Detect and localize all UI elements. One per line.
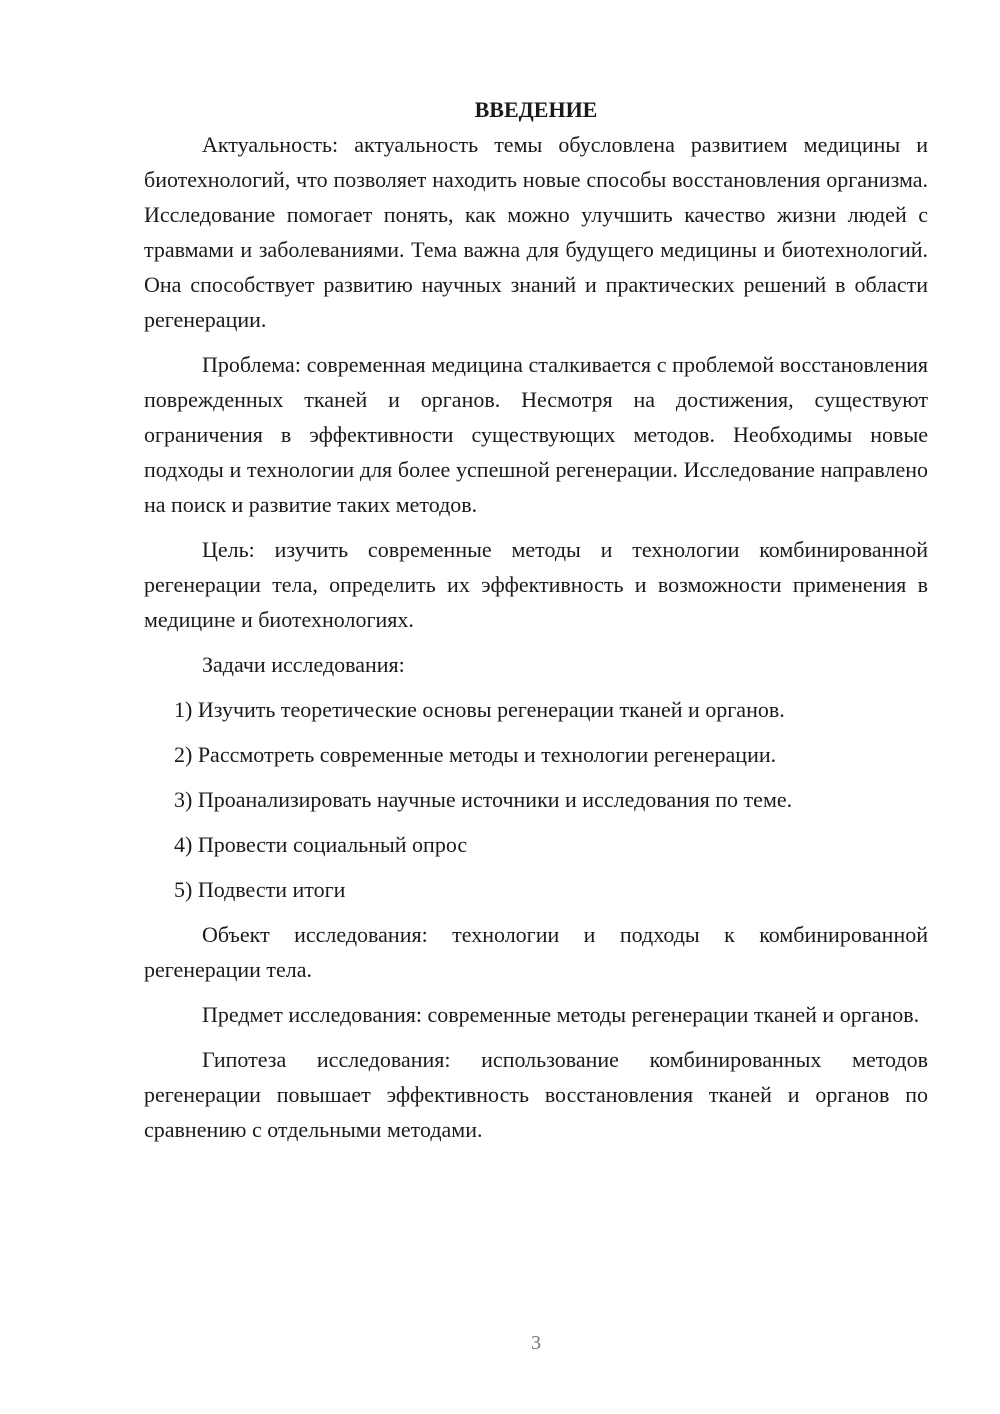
task-item: 4) Провести социальный опрос xyxy=(174,832,468,857)
tasks-list xyxy=(144,692,928,907)
page-number: 3 xyxy=(531,1332,541,1354)
object-paragraph: Объект исследования: технологии и подходы к комбинированной регенерации тела. xyxy=(144,922,928,982)
task-item: 3) Проанализировать научные источники и исследования по теме. xyxy=(174,787,793,812)
task-item: 2) Рассмотреть современные методы и технологии регенерации. xyxy=(174,742,777,767)
goal-paragraph: Цель: изучить современные методы и технологии комбинированной регенерации тела, определить их эффективность и возможности применения в медицине и биотехнологиях. xyxy=(144,537,928,632)
relevance-paragraph: Актуальность: актуальность темы обусловлена развитием медицины и биотехнологий, что позволяет находить новые способы восстановления организма. Исследование помогает понять, как можно улучшить качество жизни людей с травмами и заболеваниями. Тема важна для будущего медицины и биотехнологий. Она способствует развитию научных знаний и практических решений в области регенерации. xyxy=(144,132,928,332)
subject-paragraph: Предмет исследования: современные методы регенерации тканей и органов. xyxy=(202,1002,920,1027)
task-item: 1) Изучить теоретические основы регенерации тканей и органов. xyxy=(174,697,785,722)
tasks-title: Задачи исследования: xyxy=(202,652,405,677)
task-item: 5) Подвести итоги xyxy=(174,877,346,902)
section-heading: ВВЕДЕНИЕ xyxy=(474,97,598,122)
page-content xyxy=(144,92,928,1157)
hypothesis-paragraph: Гипотеза исследования: использование комбинированных методов регенерации повышает эффективность восстановления тканей и органов по сравнению с отдельными методами. xyxy=(144,1047,928,1142)
problem-paragraph: Проблема: современная медицина сталкивается с проблемой восстановления поврежденных тканей и органов. Несмотря на достижения, существуют ограничения в эффективности существующих методов. Необходимы новые подходы и технологии для более успешной регенерации. Исследование направлено на поиск и развитие таких методов. xyxy=(144,352,928,517)
